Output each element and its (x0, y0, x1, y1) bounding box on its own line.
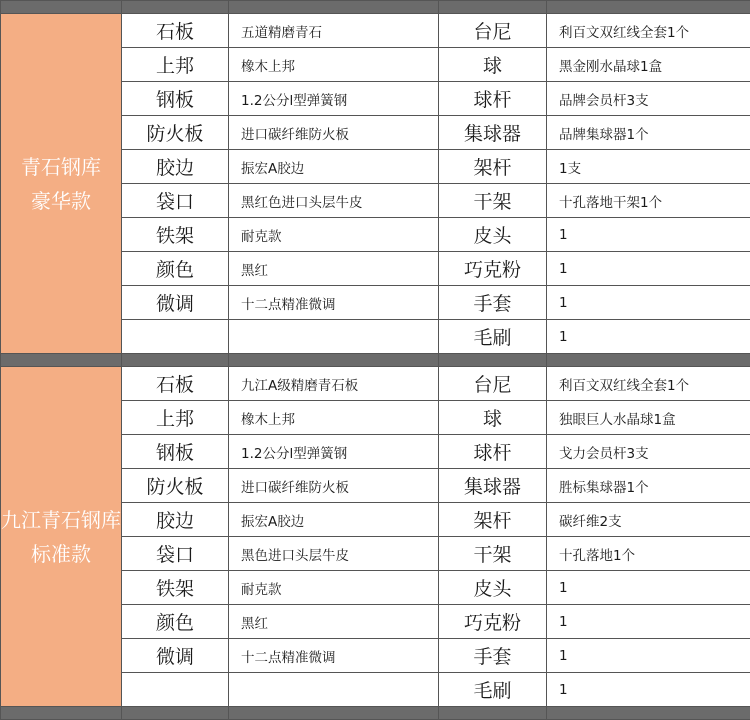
spec-key: 防火板 (122, 116, 229, 150)
spec-key: 上邦 (122, 401, 229, 435)
spec-value: 橡木上邦 (229, 48, 439, 82)
accessory-value: 利百文双红线全套1个 (547, 367, 750, 401)
spec-key: 钢板 (122, 435, 229, 469)
section-separator (1, 354, 750, 367)
category-subtitle: 标准款 (1, 537, 121, 571)
product-category-label (1, 367, 122, 707)
accessory-value: 1 (547, 571, 750, 605)
spec-value: 振宏A胶边 (229, 150, 439, 184)
spec-value: 五道精磨青石 (229, 14, 439, 48)
accessory-key: 手套 (439, 286, 547, 320)
spec-key: 袋口 (122, 537, 229, 571)
accessory-key: 球 (439, 401, 547, 435)
section-separator (1, 707, 750, 720)
accessory-value: 1 (547, 605, 750, 639)
spec-key: 颜色 (122, 252, 229, 286)
accessory-key: 球杆 (439, 82, 547, 116)
accessory-value: 1 (547, 320, 750, 354)
accessory-value: 1 (547, 673, 750, 707)
spec-value: 黑色进口头层牛皮 (229, 537, 439, 571)
accessory-key: 毛刷 (439, 673, 547, 707)
spec-key: 上邦 (122, 48, 229, 82)
spec-key: 铁架 (122, 218, 229, 252)
spec-value: 1.2公分l型弹簧钢 (229, 82, 439, 116)
spec-value: 黑红 (229, 605, 439, 639)
table-row (1, 14, 750, 48)
accessory-key: 台尼 (439, 14, 547, 48)
spec-value: 橡木上邦 (229, 401, 439, 435)
accessory-key: 巧克粉 (439, 252, 547, 286)
spec-value: 1.2公分l型弹簧钢 (229, 435, 439, 469)
spec-key: 袋口 (122, 184, 229, 218)
accessory-value: 1 (547, 218, 750, 252)
spec-value: 十二点精准微调 (229, 286, 439, 320)
accessory-key: 集球器 (439, 469, 547, 503)
spec-key (122, 320, 229, 354)
accessory-value: 胜标集球器1个 (547, 469, 750, 503)
spec-key: 铁架 (122, 571, 229, 605)
category-title: 九江青石钢库 (1, 503, 121, 537)
accessory-value: 品牌集球器1个 (547, 116, 750, 150)
accessory-key: 架杆 (439, 150, 547, 184)
table-row (1, 367, 750, 401)
accessory-value: 黑金刚水晶球1盒 (547, 48, 750, 82)
accessory-key: 皮头 (439, 218, 547, 252)
spec-key: 颜色 (122, 605, 229, 639)
accessory-key: 干架 (439, 184, 547, 218)
accessory-key: 干架 (439, 537, 547, 571)
accessory-value: 品牌会员杆3支 (547, 82, 750, 116)
accessory-key: 集球器 (439, 116, 547, 150)
spec-value: 进口碳纤维防火板 (229, 469, 439, 503)
accessory-value: 1支 (547, 150, 750, 184)
accessory-key: 球杆 (439, 435, 547, 469)
section-separator (1, 1, 750, 14)
product-category-label (1, 14, 122, 354)
spec-key: 微调 (122, 286, 229, 320)
accessory-value: 利百文双红线全套1个 (547, 14, 750, 48)
spec-key: 钢板 (122, 82, 229, 116)
accessory-value: 碳纤维2支 (547, 503, 750, 537)
spec-key: 石板 (122, 367, 229, 401)
spec-key: 微调 (122, 639, 229, 673)
accessory-key: 巧克粉 (439, 605, 547, 639)
spec-value: 耐克款 (229, 571, 439, 605)
spec-value: 九江A级精磨青石板 (229, 367, 439, 401)
spec-value: 十二点精准微调 (229, 639, 439, 673)
accessory-value: 十孔落地干架1个 (547, 184, 750, 218)
accessory-key: 球 (439, 48, 547, 82)
accessory-key: 台尼 (439, 367, 547, 401)
category-subtitle: 豪华款 (1, 184, 121, 218)
accessory-key: 架杆 (439, 503, 547, 537)
spec-key (122, 673, 229, 707)
accessory-key: 手套 (439, 639, 547, 673)
spec-value: 耐克款 (229, 218, 439, 252)
spec-key: 胶边 (122, 503, 229, 537)
spec-value: 进口碳纤维防火板 (229, 116, 439, 150)
accessory-value: 戈力会员杆3支 (547, 435, 750, 469)
spec-value: 黑红 (229, 252, 439, 286)
accessory-value: 1 (547, 286, 750, 320)
spec-value (229, 673, 439, 707)
spec-value: 振宏A胶边 (229, 503, 439, 537)
spec-key: 石板 (122, 14, 229, 48)
accessory-value: 十孔落地1个 (547, 537, 750, 571)
spec-key: 防火板 (122, 469, 229, 503)
category-title: 青石钢库 (1, 150, 121, 184)
spec-value (229, 320, 439, 354)
spec-key: 胶边 (122, 150, 229, 184)
accessory-value: 1 (547, 252, 750, 286)
accessory-value: 1 (547, 639, 750, 673)
spec-value: 黑红色进口头层牛皮 (229, 184, 439, 218)
accessory-key: 皮头 (439, 571, 547, 605)
accessory-key: 毛刷 (439, 320, 547, 354)
accessory-value: 独眼巨人水晶球1盒 (547, 401, 750, 435)
